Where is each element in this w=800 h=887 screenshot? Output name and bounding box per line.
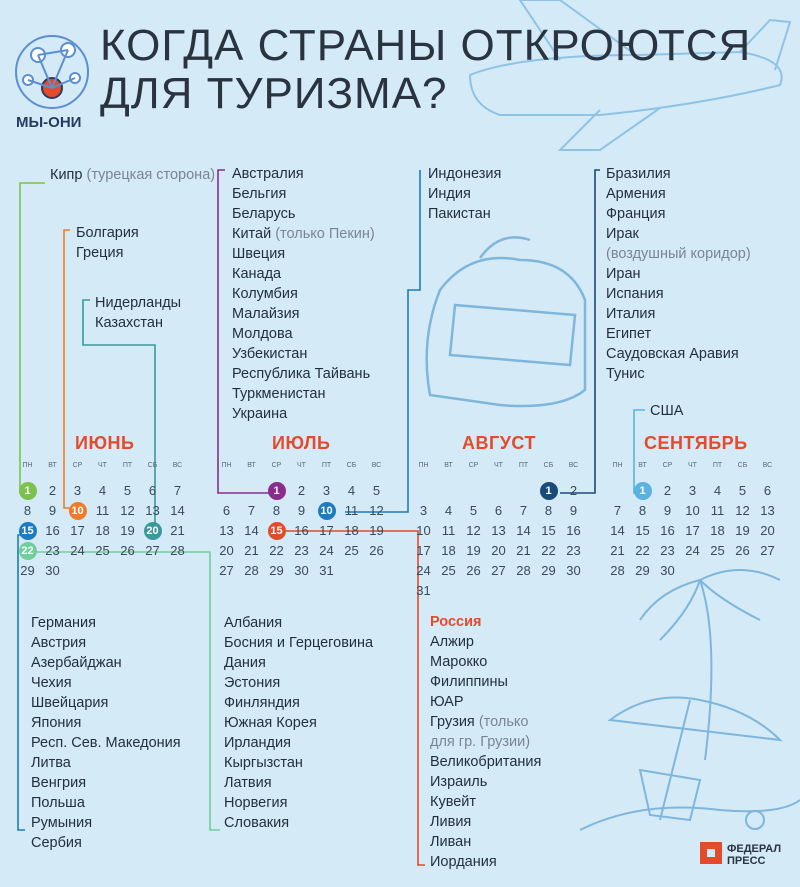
calendar-day: 6 — [222, 503, 231, 518]
calendar-day: 14 — [244, 523, 259, 538]
calendar-day: 30 — [45, 563, 60, 578]
list-item: Грузия — [430, 714, 479, 730]
calendar-day: 17 — [416, 543, 431, 558]
calendar-day: 28 — [516, 563, 531, 578]
list-item-russia: Россия — [430, 614, 482, 630]
list-jun10 — [76, 223, 139, 263]
highlighted-date: 1 — [268, 482, 286, 500]
calendar-day: 30 — [660, 563, 675, 578]
calendar-day: 6 — [148, 483, 157, 498]
calendar-day: 26 — [466, 563, 481, 578]
calendar-day: 17 — [685, 523, 700, 538]
calendar-day: 27 — [760, 543, 775, 558]
calendar-day: 7 — [173, 483, 182, 498]
weekday-label: СБ — [543, 462, 554, 469]
logo-label: МЫ-ОНИ — [16, 114, 82, 131]
highlighted-date: 15 — [268, 522, 286, 540]
list-note: (только — [478, 714, 529, 730]
calendar-day: 2 — [48, 483, 57, 498]
calendar-day: 22 — [269, 543, 284, 558]
calendar-day: 24 — [319, 543, 334, 558]
calendar-day: 22 — [541, 543, 556, 558]
calendar-day: 29 — [269, 563, 284, 578]
list-item: Швейцария — [31, 695, 109, 711]
list-jun1 — [50, 165, 215, 185]
list-item: Босния и Герцеговина — [224, 635, 374, 651]
calendar-day: 17 — [319, 523, 334, 538]
calendar-day: 20 — [760, 523, 775, 538]
list-jul15 — [430, 612, 541, 872]
weekday-label: СБ — [346, 462, 357, 469]
weekday-label: ЧТ — [494, 462, 503, 469]
calendar-day — [264, 521, 289, 541]
list-item: Алжир — [430, 634, 474, 650]
list-item: Греция — [76, 245, 124, 261]
calendar-day: 23 — [660, 543, 675, 558]
calendar-day: 12 — [120, 503, 135, 518]
list-item: Бельгия — [232, 186, 287, 202]
calendar-day: 4 — [713, 483, 722, 498]
calendar-day: 20 — [219, 543, 234, 558]
highlighted-date: 1 — [19, 482, 37, 500]
list-item: Норвегия — [224, 795, 288, 811]
calendar-day: 23 — [294, 543, 309, 558]
list-item: Кувейт — [430, 794, 477, 810]
list-note: (воздушный коридор) — [606, 246, 751, 262]
weekday-label: ПН — [418, 462, 429, 469]
weekday-label: ВС — [371, 462, 382, 469]
calendar-day: 7 — [613, 503, 622, 518]
list-item: Испания — [606, 286, 664, 302]
list-item: Австралия — [232, 166, 304, 182]
weekday-label: ПТ — [321, 462, 332, 469]
calendar-day: 17 — [70, 523, 85, 538]
list-item: Ливия — [430, 814, 472, 830]
calendar-day: 31 — [416, 583, 431, 598]
calendar-day — [264, 481, 289, 501]
calendar-day: 15 — [541, 523, 556, 538]
calendar-day: 13 — [145, 503, 160, 518]
calendar-day: 27 — [219, 563, 234, 578]
list-item: Респ. Сев. Македония — [31, 735, 181, 751]
month-name-august: АВГУСТ — [462, 433, 536, 453]
list-item: Италия — [606, 306, 656, 322]
list-item: Кыргызстан — [224, 755, 303, 771]
calendar-day: 18 — [344, 523, 359, 538]
list-jul1 — [232, 164, 375, 424]
calendar-day: 21 — [244, 543, 259, 558]
calendar-day: 16 — [566, 523, 581, 538]
calendar-day: 2 — [663, 483, 672, 498]
calendar-day: 10 — [685, 503, 700, 518]
list-jun22 — [224, 613, 373, 833]
weekday-label: СБ — [147, 462, 158, 469]
month-name-september: СЕНТЯБРЬ — [644, 433, 748, 453]
list-item: Дания — [224, 655, 266, 671]
calendar-day: 4 — [444, 503, 453, 518]
calendar-day — [65, 501, 90, 521]
calendar-day — [630, 481, 655, 501]
calendar-day — [15, 481, 40, 501]
weekday-label: ПТ — [518, 462, 529, 469]
list-aug1 — [606, 164, 751, 384]
highlighted-date: 20 — [144, 522, 162, 540]
list-jul10 — [428, 164, 501, 224]
list-item: Армения — [606, 186, 666, 202]
calendar-day: 12 — [369, 503, 384, 518]
list-item: Нидерланды — [95, 295, 182, 311]
list-item: Иран — [606, 266, 641, 282]
connector-jun1 — [20, 183, 45, 490]
list-item: Эстония — [224, 675, 281, 691]
calendar-day: 10 — [416, 523, 431, 538]
calendar-day: 4 — [347, 483, 356, 498]
calendar-day: 16 — [660, 523, 675, 538]
weekday-label: СБ — [737, 462, 748, 469]
list-item: Пакистан — [428, 206, 491, 222]
list-item: Малайзия — [232, 306, 300, 322]
calendar-day: 7 — [519, 503, 528, 518]
list-item: Туркменистан — [232, 386, 326, 402]
list-note: (только Пекин) — [275, 226, 375, 242]
calendar-day: 24 — [685, 543, 700, 558]
list-item: Колумбия — [232, 286, 298, 302]
title-line-1: КОГДА СТРАНЫ ОТКРОЮТСЯ — [100, 21, 752, 70]
calendar-day: 19 — [369, 523, 384, 538]
calendar-day: 8 — [544, 503, 553, 518]
calendar-day: 13 — [760, 503, 775, 518]
calendar-day: 24 — [416, 563, 431, 578]
list-note: (турецкая сторона) — [86, 167, 216, 183]
list-item: Австрия — [31, 635, 87, 651]
calendar-day: 21 — [170, 523, 185, 538]
list-item: США — [650, 403, 684, 419]
list-item: Украина — [232, 406, 288, 422]
list-jun15 — [31, 613, 181, 853]
calendar-day: 27 — [491, 563, 506, 578]
calendar-day: 8 — [272, 503, 281, 518]
calendar-day: 26 — [120, 543, 135, 558]
list-item: Саудовская Аравия — [606, 346, 739, 362]
list-item: Израиль — [430, 774, 488, 790]
list-item: Сербия — [31, 835, 82, 851]
weekday-label: ВС — [568, 462, 579, 469]
calendar-day: 13 — [219, 523, 234, 538]
beach-icon — [580, 570, 800, 830]
calendar-day: 3 — [73, 483, 82, 498]
highlighted-date: 10 — [318, 502, 336, 520]
calendar-day: 3 — [688, 483, 697, 498]
calendar-day — [15, 541, 40, 561]
list-item: Республика Тайвань — [232, 366, 371, 382]
list-item: Китай — [232, 226, 276, 242]
calendar-day: 11 — [710, 503, 725, 518]
calendar-day: 19 — [735, 523, 750, 538]
page-title — [100, 22, 751, 118]
list-item: Азербайджан — [31, 655, 122, 671]
calendar-day: 5 — [372, 483, 381, 498]
list-item: Канада — [232, 266, 282, 282]
list-sep1 — [650, 401, 683, 421]
calendar-day: 28 — [610, 563, 625, 578]
calendar-day: 25 — [710, 543, 725, 558]
calendar-day: 29 — [20, 563, 35, 578]
weekday-label: СР — [271, 462, 282, 469]
list-item: Литва — [31, 755, 71, 771]
list-item: Румыния — [31, 815, 93, 831]
calendar-day: 6 — [763, 483, 772, 498]
calendar-day: 16 — [45, 523, 60, 538]
list-item: Казахстан — [95, 315, 163, 331]
weekday-label: ЧТ — [98, 462, 107, 469]
calendar-day: 30 — [566, 563, 581, 578]
list-jun20 — [95, 293, 181, 333]
calendar-day: 2 — [297, 483, 306, 498]
calendar-day: 14 — [170, 503, 185, 518]
calendar-day: 24 — [70, 543, 85, 558]
calendar-day — [140, 521, 165, 541]
list-item: Бразилия — [606, 166, 671, 182]
calendar-day: 20 — [491, 543, 506, 558]
calendar-day: 31 — [319, 563, 334, 578]
logo-icon — [16, 36, 88, 108]
list-item: Иордания — [430, 854, 497, 870]
calendar-day: 3 — [322, 483, 331, 498]
list-item: Индия — [428, 186, 471, 202]
list-item: Филиппины — [430, 674, 508, 690]
calendar-day: 30 — [294, 563, 309, 578]
connector-aug1 — [560, 170, 600, 493]
weekday-label: ПН — [221, 462, 232, 469]
calendar-day: 29 — [541, 563, 556, 578]
calendar-day: 5 — [738, 483, 747, 498]
list-item: Великобритания — [430, 754, 542, 770]
list-item: Индонезия — [428, 166, 502, 182]
weekday-label: ПН — [612, 462, 623, 469]
list-item: Япония — [31, 715, 82, 731]
list-item: Тунис — [606, 366, 645, 382]
weekday-label: ВТ — [638, 462, 647, 469]
calendar-day: 28 — [170, 543, 185, 558]
list-note: для гр. Грузии) — [430, 734, 531, 750]
calendar-day: 9 — [48, 503, 57, 518]
weekday-label: ВТ — [48, 462, 57, 469]
calendar-day: 6 — [494, 503, 503, 518]
list-item: Финляндия — [224, 695, 300, 711]
weekday-label: ПН — [22, 462, 33, 469]
highlighted-date: 22 — [19, 542, 37, 560]
calendar-day: 14 — [610, 523, 625, 538]
month-name-june: ИЮНЬ — [75, 433, 135, 453]
highlighted-date: 15 — [19, 522, 37, 540]
calendar-day: 12 — [735, 503, 750, 518]
list-item: Германия — [31, 615, 97, 631]
calendar-day: 22 — [635, 543, 650, 558]
list-item: Чехия — [31, 675, 72, 691]
weekday-label: ВС — [762, 462, 773, 469]
calendar-day: 18 — [441, 543, 456, 558]
calendar-day: 5 — [123, 483, 132, 498]
weekday-label: СР — [468, 462, 479, 469]
calendar-day: 15 — [635, 523, 650, 538]
calendar-day: 5 — [469, 503, 478, 518]
list-item: Ирак — [606, 226, 639, 242]
list-item: Ливан — [430, 834, 472, 850]
highlighted-date: 1 — [634, 482, 652, 500]
weekday-label: ЧТ — [688, 462, 697, 469]
weekday-label: ВТ — [444, 462, 453, 469]
list-item: Польша — [31, 795, 85, 811]
list-item: Южная Корея — [224, 715, 317, 731]
calendar-day: 13 — [491, 523, 506, 538]
list-item: ЮАР — [430, 694, 464, 710]
list-item: Албания — [224, 615, 283, 631]
calendar-day: 9 — [569, 503, 578, 518]
calendar-day: 7 — [247, 503, 256, 518]
calendar-day: 25 — [344, 543, 359, 558]
calendar-day: 21 — [610, 543, 625, 558]
list-item: Кипр — [50, 167, 87, 183]
calendar-day — [536, 481, 561, 501]
calendar-day: 19 — [120, 523, 135, 538]
calendar-day: 21 — [516, 543, 531, 558]
weekday-label: ПТ — [712, 462, 723, 469]
calendar-day: 29 — [635, 563, 650, 578]
calendar-day: 26 — [735, 543, 750, 558]
calendar-day: 4 — [98, 483, 107, 498]
list-item: Швеция — [232, 246, 286, 262]
calendar-day: 14 — [516, 523, 531, 538]
list-item: Словакия — [224, 815, 290, 831]
highlighted-date: 10 — [69, 502, 87, 520]
weekday-label: СР — [662, 462, 673, 469]
weekday-label: ВТ — [247, 462, 256, 469]
calendar-day: 18 — [710, 523, 725, 538]
calendar-day: 25 — [95, 543, 110, 558]
list-item: Марокко — [430, 654, 488, 670]
list-item: Болгария — [76, 225, 139, 241]
list-item: Франция — [606, 206, 666, 222]
calendar-day: 28 — [244, 563, 259, 578]
calendar-day: 26 — [369, 543, 384, 558]
calendar-day: 19 — [466, 543, 481, 558]
calendar-day: 23 — [566, 543, 581, 558]
calendar-day: 3 — [419, 503, 428, 518]
list-item: Ирландия — [224, 735, 291, 751]
calendar-day: 11 — [95, 503, 110, 518]
weekday-label: СР — [72, 462, 83, 469]
weekday-label: ЧТ — [297, 462, 306, 469]
list-item: Узбекистан — [232, 346, 308, 362]
weekday-label: ПТ — [122, 462, 133, 469]
calendar-day: 11 — [441, 523, 456, 538]
list-item: Молдова — [232, 326, 293, 342]
weekday-label: ВС — [172, 462, 183, 469]
calendar-day: 11 — [344, 503, 359, 518]
calendar-day: 16 — [294, 523, 309, 538]
calendar-day: 9 — [663, 503, 672, 518]
calendar-day: 12 — [466, 523, 481, 538]
calendar-day: 27 — [145, 543, 160, 558]
calendar-day — [314, 501, 339, 521]
calendar-day: 8 — [638, 503, 647, 518]
calendar-day: 2 — [569, 483, 578, 498]
calendar-day: 8 — [23, 503, 32, 518]
month-name-july: ИЮЛЬ — [272, 433, 331, 453]
brand-label: ФЕДЕРАЛ ПРЕСС — [727, 843, 782, 867]
calendar-day — [15, 521, 40, 541]
highlighted-date: 1 — [540, 482, 558, 500]
list-item: Беларусь — [232, 206, 296, 222]
calendar-day: 9 — [297, 503, 306, 518]
list-item: Латвия — [224, 775, 272, 791]
brand-logo-icon — [700, 842, 722, 864]
list-item: Египет — [606, 326, 652, 342]
list-item: Венгрия — [31, 775, 87, 791]
calendar-day: 18 — [95, 523, 110, 538]
calendar-day: 25 — [441, 563, 456, 578]
backpack-icon — [427, 237, 585, 406]
calendar-day: 23 — [45, 543, 60, 558]
title-line-2: ДЛЯ ТУРИЗМА? — [100, 69, 448, 118]
